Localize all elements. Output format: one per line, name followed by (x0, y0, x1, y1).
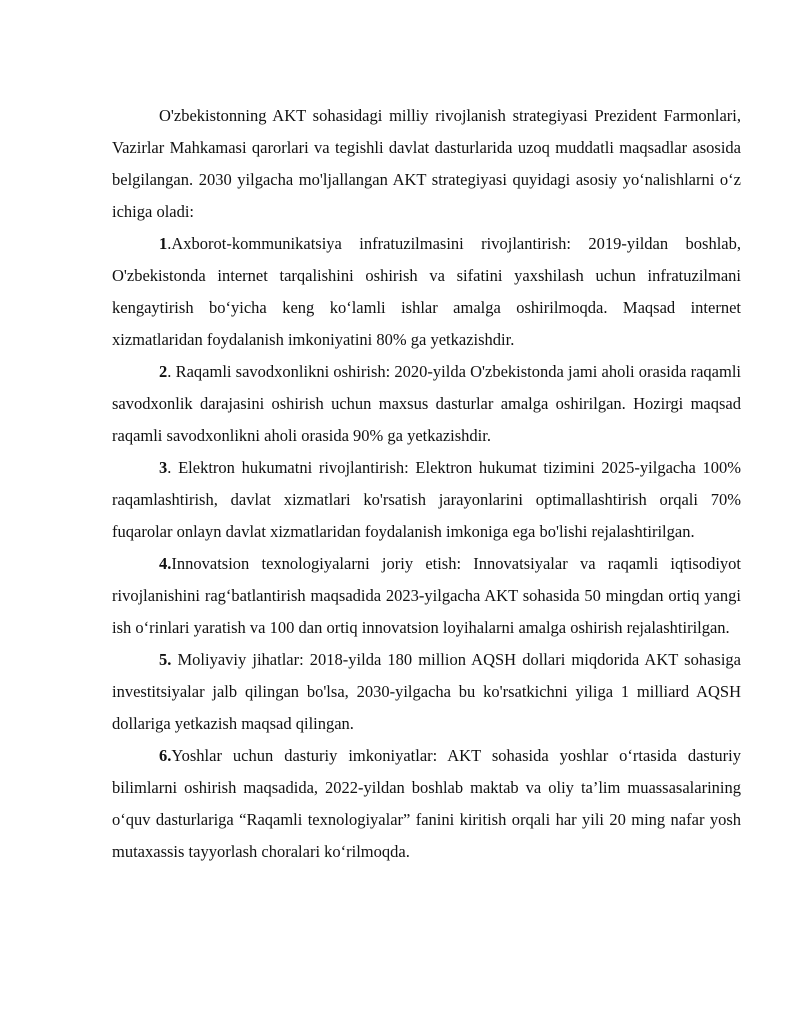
document-body (112, 100, 741, 868)
strategy-item-3 (112, 452, 741, 548)
item-number: 6. (159, 746, 172, 765)
item-number: 3 (159, 458, 168, 477)
intro-paragraph (112, 100, 741, 228)
strategy-item-1 (112, 228, 741, 356)
item-number: 5. (159, 650, 172, 669)
item-number: 1 (159, 234, 168, 253)
intro-paragraph-text: O'zbekistonning AKT sohasidagi milliy rivojlanish strategiyasi Prezident Farmonlari, Vazirlar Mahkamasi qarorlari va tegishli davlat dasturlarida uzoq muddatli maqsadlar asosida belgilangan. 2030 yilgacha mo'ljallangan AKT strategiyasi quyidagi asosiy yo‘nalishlarni o‘z ichiga oladi: (112, 106, 741, 221)
strategy-item-4 (112, 548, 741, 644)
item-number: 4. (159, 554, 172, 573)
item-text: .Axborot-kommunikatsiya infratuzilmasini rivojlantirish: 2019-yildan boshlab, O'zbekistonda internet tarqalishini oshirish va sifatini yaxshilash uchun infratuzilmani kengaytirish bo‘yicha keng ko‘lamli ishlar amalga oshirilmoqda. Maqsad internet xizmatlaridan foydalanish imkoniyatini 80% ga yetkazishdir. (112, 234, 741, 349)
item-text: Innovatsion texnologiyalarni joriy etish: Innovatsiyalar va raqamli iqtisodiyot rivojlanishini rag‘batlantirish maqsadida 2023-yilgacha AKT sohasida 50 mingdan ortiq yangi ish o‘rinlari yaratish va 100 dan ortiq innovatsion loyihalarni amalga oshirish rejalashtirilgan. (112, 554, 741, 637)
item-text: . Elektron hukumatni rivojlantirish: Elektron hukumat tizimini 2025-yilgacha 100% raqamlashtirish, davlat xizmatlari ko'rsatish jarayonlarini optimallashtirish orqali 70% fuqarolar onlayn davlat xizmatlaridan foydalanish imkoniga ega bo'lishi rejalashtirilgan. (112, 458, 741, 541)
item-text: Yoshlar uchun dasturiy imkoniyatlar: AKT sohasida yoshlar o‘rtasida dasturiy bilimlarni oshirish maqsadida, 2022-yildan boshlab maktab va oliy ta’lim muassasalarining o‘quv dasturlariga “Raqamli texnologiyalar” fanini kiritish orqali har yili 20 ming nafar yosh mutaxassis tayyorlash choralari ko‘rilmoqda. (112, 746, 741, 861)
strategy-item-2 (112, 356, 741, 452)
strategy-item-5 (112, 644, 741, 740)
item-text: Moliyaviy jihatlar: 2018-yilda 180 million AQSH dollari miqdorida AKT sohasiga investitsiyalar jalb qilingan bo'lsa, 2030-yilgacha bu ko'rsatkichni yiliga 1 milliard AQSH dollariga yetkazish maqsad qilingan. (112, 650, 741, 733)
item-number: 2 (159, 362, 168, 381)
item-text: . Raqamli savodxonlikni oshirish: 2020-yilda O'zbekistonda jami aholi orasida raqamli savodxonlik darajasini oshirish uchun maxsus dasturlar amalga oshirilgan. Hozirgi maqsad raqamli savodxonlikni aholi orasida 90% ga yetkazishdir. (112, 362, 741, 445)
strategy-item-6 (112, 740, 741, 868)
